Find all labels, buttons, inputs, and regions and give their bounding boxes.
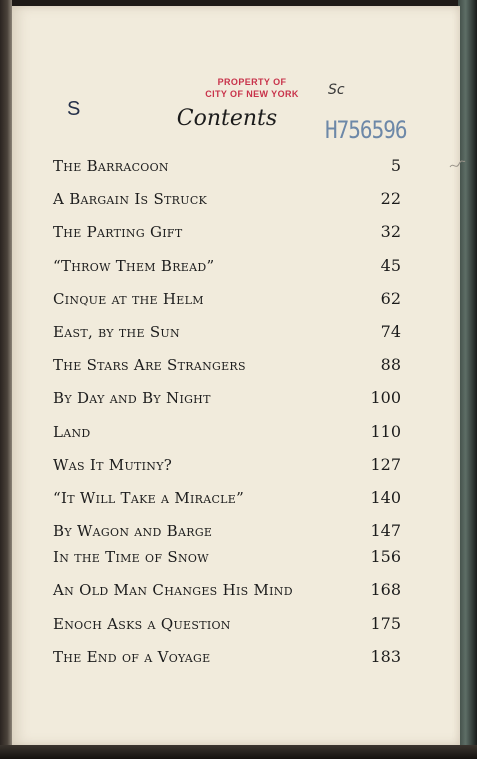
call-number-stamp: H756596 <box>325 116 407 144</box>
book-page <box>12 6 460 745</box>
toc-entry-title: By Day and By Night <box>53 389 211 407</box>
toc-entry-page: 5 <box>390 156 401 175</box>
toc-entry <box>53 189 401 211</box>
toc-entry-page: 156 <box>370 547 401 566</box>
stamp-line-1: PROPERTY OF <box>217 77 287 87</box>
toc-entry-title: By Wagon and Barge <box>53 522 213 540</box>
toc-entry-page: 183 <box>370 647 401 666</box>
pencil-annotation: Sc <box>328 82 345 98</box>
book-edge-bottom <box>0 745 477 759</box>
toc-entry-page: 88 <box>380 355 401 374</box>
toc-entry <box>53 422 401 444</box>
toc-entry-title: East, by the Sun <box>53 323 180 341</box>
toc-entry-title: Cinque at the Helm <box>53 290 204 308</box>
toc-entry <box>53 256 401 278</box>
toc-entry-title: The End of a Voyage <box>53 648 211 666</box>
toc-entry-title: “It Will Take a Miracle” <box>53 489 245 507</box>
toc-entry-page: 100 <box>370 388 401 407</box>
toc-entry <box>53 322 401 344</box>
book-edge-left <box>0 0 12 759</box>
toc-entry <box>53 222 401 244</box>
toc-entry-title: The Stars Are Strangers <box>53 356 246 374</box>
toc-entry <box>53 521 401 543</box>
toc-entry-title: Was It Mutiny? <box>53 456 173 474</box>
toc-entry-page: 147 <box>370 521 401 540</box>
toc-entry <box>53 547 401 569</box>
toc-entry-page: 74 <box>380 322 401 341</box>
toc-entry <box>53 156 401 178</box>
toc-entry-title: The Parting Gift <box>53 223 183 241</box>
table-of-contents <box>12 6 460 745</box>
toc-entry <box>53 388 401 410</box>
toc-entry-title: A Bargain Is Struck <box>53 190 208 208</box>
toc-entry-page: 168 <box>370 580 401 599</box>
toc-entry <box>53 580 401 602</box>
toc-entry-page: 140 <box>370 488 401 507</box>
toc-entry-page: 45 <box>380 256 401 275</box>
handwritten-letter: S <box>67 98 81 120</box>
toc-entry-page: 110 <box>370 422 401 441</box>
toc-entry <box>53 455 401 477</box>
toc-entry <box>53 647 401 669</box>
toc-entry <box>53 289 401 311</box>
toc-entry-title: “Throw Them Bread” <box>53 257 215 275</box>
toc-entry-title: The Barracoon <box>53 157 169 175</box>
toc-entry-title: Land <box>53 423 91 441</box>
toc-entry-page: 22 <box>380 189 401 208</box>
toc-entry <box>53 614 401 636</box>
toc-entry-page: 32 <box>380 222 401 241</box>
page-title: Contents <box>176 106 278 131</box>
toc-entry <box>53 355 401 377</box>
toc-entry-title: In the Time of Snow <box>53 548 209 566</box>
toc-entry-title: An Old Man Changes His Mind <box>53 581 293 599</box>
toc-entry <box>53 488 401 510</box>
stamp-line-2: CITY OF NEW YORK <box>205 89 299 99</box>
book-cover-edge <box>458 0 477 759</box>
toc-entry-page: 175 <box>370 614 401 633</box>
toc-entry-page: 127 <box>370 455 401 474</box>
toc-entry-title: Enoch Asks a Question <box>53 615 231 633</box>
toc-entry-page: 62 <box>380 289 401 308</box>
